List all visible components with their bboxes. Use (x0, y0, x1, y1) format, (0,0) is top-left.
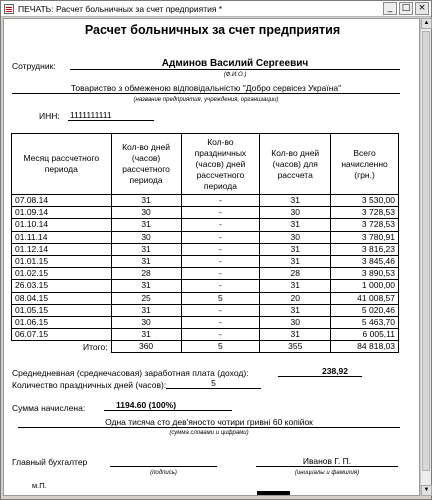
row-calc-days: 30 (260, 231, 331, 243)
row-period-days: 31 (111, 243, 181, 255)
row-period-days: 31 (111, 280, 181, 292)
row-month: 01.02.15 (12, 268, 112, 280)
row-calc-days: 31 (260, 255, 331, 267)
window-title: ПЕЧАТЬ: Расчет больничных за счет предприятия * (18, 3, 223, 14)
table-row (12, 316, 399, 328)
row-holiday-days: - (181, 280, 260, 292)
row-month: 08.04.15 (12, 292, 112, 304)
employee-name: Админов Василий Сергеевич (70, 58, 400, 70)
calculation-table (11, 133, 399, 353)
inn-label: ИНН: (39, 111, 60, 121)
row-calc-days: 20 (260, 292, 331, 304)
vertical-scrollbar[interactable] (420, 18, 431, 496)
row-accrued: 6 005,11 (331, 329, 399, 341)
maximize-button[interactable]: □ (399, 2, 413, 15)
header-calc-days: Кол-во дней (часов) для рассчета (260, 134, 331, 195)
row-holiday-days: - (181, 329, 260, 341)
sum-value: 1194.60 (100%) (104, 400, 232, 411)
table-row (12, 231, 399, 243)
table-row (12, 207, 399, 219)
document-icon (4, 4, 14, 14)
row-calc-days: 30 (260, 207, 331, 219)
table-row (12, 292, 399, 304)
print-page (3, 18, 420, 496)
row-period-days: 31 (111, 255, 181, 267)
table-row (12, 329, 399, 341)
table-row (12, 268, 399, 280)
row-month: 01.12.14 (12, 243, 112, 255)
row-accrued: 1 000,00 (331, 280, 399, 292)
row-month: 07.08.14 (12, 195, 112, 207)
close-button[interactable]: × (415, 2, 429, 15)
chief-name-caption: (инициалы и фамилия) (294, 470, 360, 476)
row-month: 01.06.15 (12, 316, 112, 328)
sum-label: Сумма начисленa: (12, 403, 86, 413)
scrollbar-thumb[interactable] (422, 31, 430, 471)
table-row (12, 280, 399, 292)
avg-wage-value: 238,92 (278, 366, 362, 377)
row-calc-days: 31 (260, 219, 331, 231)
title-bar[interactable] (1, 1, 431, 17)
row-period-days: 31 (111, 304, 181, 316)
table-header-row (12, 134, 399, 195)
row-month: 01.10.14 (12, 219, 112, 231)
row-calc-days: 31 (260, 304, 331, 316)
row-period-days: 31 (111, 195, 181, 207)
row-month: 26.03.15 (12, 280, 112, 292)
header-holiday-days: Кол-во праздничных (часов) дней рассчетного периода (181, 134, 260, 195)
avg-wage-label: Среднедневная (среднечасовая) заработная плата (доход): (12, 368, 249, 378)
stamp-mark (257, 491, 290, 496)
row-accrued: 5 463,70 (331, 316, 399, 328)
row-holiday-days: 5 (181, 292, 260, 304)
table-row (12, 195, 399, 207)
chief-accountant-label: Главный бухгалтер (12, 457, 88, 467)
row-calc-days: 28 (260, 268, 331, 280)
row-period-days: 28 (111, 268, 181, 280)
row-calc-days: 31 (260, 329, 331, 341)
row-holiday-days: - (181, 231, 260, 243)
window-controls (383, 2, 429, 15)
signature-caption: (подпись) (150, 470, 177, 476)
row-period-days: 30 (111, 316, 181, 328)
total-label: Итого: (12, 341, 112, 353)
row-month: 01.09.14 (12, 207, 112, 219)
holiday-days-value: 5 (166, 378, 261, 389)
header-total-accrued: Всего начисленно (грн.) (331, 134, 399, 195)
header-period-days: Кол-во дней (часов) рассчетного периода (111, 134, 181, 195)
table-row (12, 304, 399, 316)
organization-name: Товариство з обмеженою відповідальністю "Добро сервісез Україна" (12, 83, 400, 94)
row-holiday-days: - (181, 268, 260, 280)
row-period-days: 31 (111, 329, 181, 341)
inn-value: 1111111111 (68, 110, 154, 121)
row-accrued: 3 845,46 (331, 255, 399, 267)
row-period-days: 30 (111, 231, 181, 243)
row-accrued: 3 780,91 (331, 231, 399, 243)
total-accrued: 84 818,03 (331, 341, 399, 353)
row-accrued: 41 008,57 (331, 292, 399, 304)
table-total-row (12, 341, 399, 353)
row-month: 06.07.15 (12, 329, 112, 341)
row-calc-days: 31 (260, 280, 331, 292)
row-calc-days: 30 (260, 316, 331, 328)
sum-in-words: Одна тисяча сто дев'яносто чотири гривні 60 копійок (18, 417, 400, 428)
document-title: Расчет больничных за счет предприятия (84, 23, 341, 37)
row-holiday-days: - (181, 207, 260, 219)
document (4, 19, 420, 496)
row-accrued: 3 728,53 (331, 207, 399, 219)
total-holiday-days: 5 (181, 341, 260, 353)
row-holiday-days: - (181, 304, 260, 316)
organization-caption: (название предприятия, учреждения, организации) (133, 97, 279, 103)
minimize-button[interactable]: _ (383, 2, 397, 15)
row-month: 01.01.15 (12, 255, 112, 267)
chief-accountant-name: Иванов Г. П. (256, 456, 398, 467)
header-month: Месяц рассчетного периода (12, 134, 112, 195)
total-period-days: 360 (111, 341, 181, 353)
row-accrued: 3 816,23 (331, 243, 399, 255)
row-calc-days: 31 (260, 243, 331, 255)
row-holiday-days: - (181, 243, 260, 255)
signature-line (110, 459, 217, 467)
row-accrued: 5 020,46 (331, 304, 399, 316)
scroll-up-icon[interactable]: ▲ (421, 18, 432, 29)
row-period-days: 30 (111, 207, 181, 219)
row-holiday-days: - (181, 255, 260, 267)
table-row (12, 243, 399, 255)
table-row (12, 255, 399, 267)
row-month: 01.11.14 (12, 231, 112, 243)
row-accrued: 3 728,53 (331, 219, 399, 231)
row-holiday-days: - (181, 316, 260, 328)
total-calc-days: 355 (260, 341, 331, 353)
scroll-down-icon[interactable]: ▼ (421, 485, 432, 496)
employee-caption: (Ф.И.О.) (223, 72, 247, 78)
row-holiday-days: - (181, 195, 260, 207)
row-period-days: 25 (111, 292, 181, 304)
row-accrued: 3 530,00 (331, 195, 399, 207)
row-calc-days: 31 (260, 195, 331, 207)
employee-label: Сотрудник: (12, 61, 56, 71)
row-holiday-days: - (181, 219, 260, 231)
holiday-days-label: Количество праздничных дней (часов): (12, 380, 167, 390)
row-period-days: 31 (111, 219, 181, 231)
row-accrued: 3 890,53 (331, 268, 399, 280)
row-month: 01.05.15 (12, 304, 112, 316)
table-row (12, 219, 399, 231)
stamp-place-label: м.П. (32, 481, 47, 490)
sum-in-words-caption: (сумма словами и цифрами) (169, 430, 249, 436)
